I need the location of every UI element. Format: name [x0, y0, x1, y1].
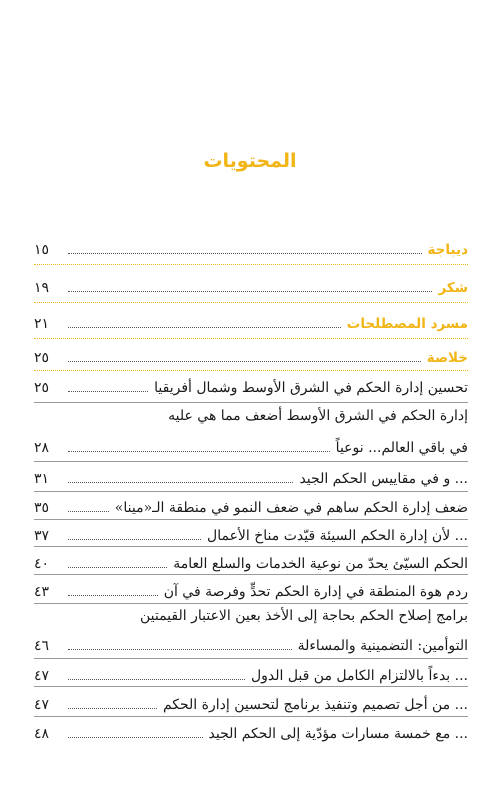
toc-entry-page: ١٩ — [34, 280, 50, 296]
toc-entry-label: ... مع خمسة مسارات مؤدّية إلى الحكم الجيد — [208, 726, 468, 742]
toc-entry-label: تحسين إدارة الحكم في الشرق الأوسط وشمال أفريقيا — [154, 380, 468, 396]
leader-dots — [68, 482, 293, 483]
toc-entry-label: ... بدءاً بالالتزام الكامل من قبل الدول — [250, 668, 468, 684]
toc-entry-page: ٢٨ — [34, 440, 50, 456]
toc-entry[interactable] — [34, 691, 468, 715]
toc-entry-page: ٣٧ — [34, 528, 50, 544]
leader-dots — [68, 391, 148, 392]
divider — [34, 338, 468, 339]
toc-entry-label: ديباجة — [427, 242, 468, 258]
leader-dots — [68, 361, 421, 362]
toc-entry-label: التوأمين: التضمينية والمساءلة — [297, 638, 468, 654]
leader-dots — [68, 679, 245, 680]
leader-dots — [68, 567, 167, 568]
toc-entry-summary[interactable] — [34, 344, 468, 368]
divider — [34, 658, 468, 659]
leader-dots — [68, 708, 157, 709]
toc-entry-label: في باقي العالم... نوعياً — [335, 440, 468, 456]
leader-dots — [68, 511, 109, 512]
toc-entry-label: ردم هوة المنطقة في إدارة الحكم تحدٍّ وفرصة في آن — [163, 584, 468, 600]
leader-dots — [68, 595, 158, 596]
toc-entry[interactable] — [34, 465, 468, 489]
leader-dots — [68, 253, 422, 254]
toc-entry-label-line1: برامج إصلاح الحكم بحاجة إلى الأخذ بعين الاعتبار القيمتين — [139, 608, 468, 624]
toc-entry-label: ... من أجل تصميم وتنفيذ برنامج لتحسين إدارة الحكم — [162, 697, 468, 713]
toc-entry-label: ... لأن إدارة الحكم السيئة قيّدت مناخ الأعمال — [207, 528, 468, 544]
leader-dots — [68, 291, 432, 292]
page-title: المحتويات — [203, 150, 297, 172]
toc-entry[interactable] — [34, 522, 468, 546]
divider — [34, 302, 468, 303]
divider — [34, 716, 468, 717]
toc-entry[interactable] — [34, 662, 468, 686]
divider — [34, 546, 468, 547]
divider — [34, 461, 468, 462]
toc-entry-page: ٤٧ — [34, 697, 50, 713]
toc-entry-label: ضعف إدارة الحكم ساهم في ضعف النمو في منطقة الـ«مينا» — [114, 500, 468, 516]
toc-entry-page: ٤٣ — [34, 584, 50, 600]
toc-entry-page: ٤٠ — [34, 556, 50, 572]
toc-entry[interactable] — [34, 550, 468, 574]
toc-entry-thanks[interactable] — [34, 274, 468, 298]
divider — [34, 574, 468, 575]
toc-entry[interactable] — [34, 632, 468, 656]
toc-entry-glossary[interactable] — [34, 310, 468, 334]
divider — [34, 519, 468, 520]
divider — [34, 603, 468, 604]
leader-dots — [68, 327, 341, 328]
toc-entry-page: ٢١ — [34, 316, 50, 332]
toc-entry-label: شكر — [438, 280, 468, 296]
divider — [34, 264, 468, 265]
toc-entry-label-line1: إدارة الحكم في الشرق الأوسط أضعف مما هي عليه — [168, 408, 468, 424]
toc-entry-page: ٤٧ — [34, 668, 50, 684]
toc-entry-preface[interactable] — [34, 236, 468, 260]
toc-entry-page: ٢٥ — [34, 350, 50, 366]
toc-entry-page: ١٥ — [34, 242, 50, 258]
toc-entry-label: مسرد المصطلحات — [346, 316, 468, 332]
toc-entry[interactable] — [34, 434, 468, 458]
toc-entry-page: ٣١ — [34, 471, 50, 487]
toc-entry-page: ٣٥ — [34, 500, 50, 516]
toc-entry-label: ... و في مقاييس الحكم الجيد — [299, 471, 468, 487]
toc-entry-page: ٢٥ — [34, 380, 50, 396]
toc-entry-label: الحكم السيّئ يحدّ من نوعية الخدمات والسلع العامة — [173, 556, 468, 572]
leader-dots — [68, 539, 201, 540]
leader-dots — [68, 649, 292, 650]
leader-dots — [68, 737, 203, 738]
toc-entry-page: ٤٨ — [34, 726, 50, 742]
divider — [34, 402, 468, 403]
divider — [34, 370, 468, 371]
toc-entry[interactable] — [34, 494, 468, 518]
divider — [34, 686, 468, 687]
divider — [34, 491, 468, 492]
toc-entry-label: خلاصة — [426, 350, 468, 366]
leader-dots — [68, 451, 330, 452]
toc-entry[interactable] — [34, 720, 468, 744]
toc-entry-page: ٤٦ — [34, 638, 50, 654]
toc-entry[interactable] — [34, 374, 468, 398]
toc-entry[interactable] — [34, 578, 468, 602]
